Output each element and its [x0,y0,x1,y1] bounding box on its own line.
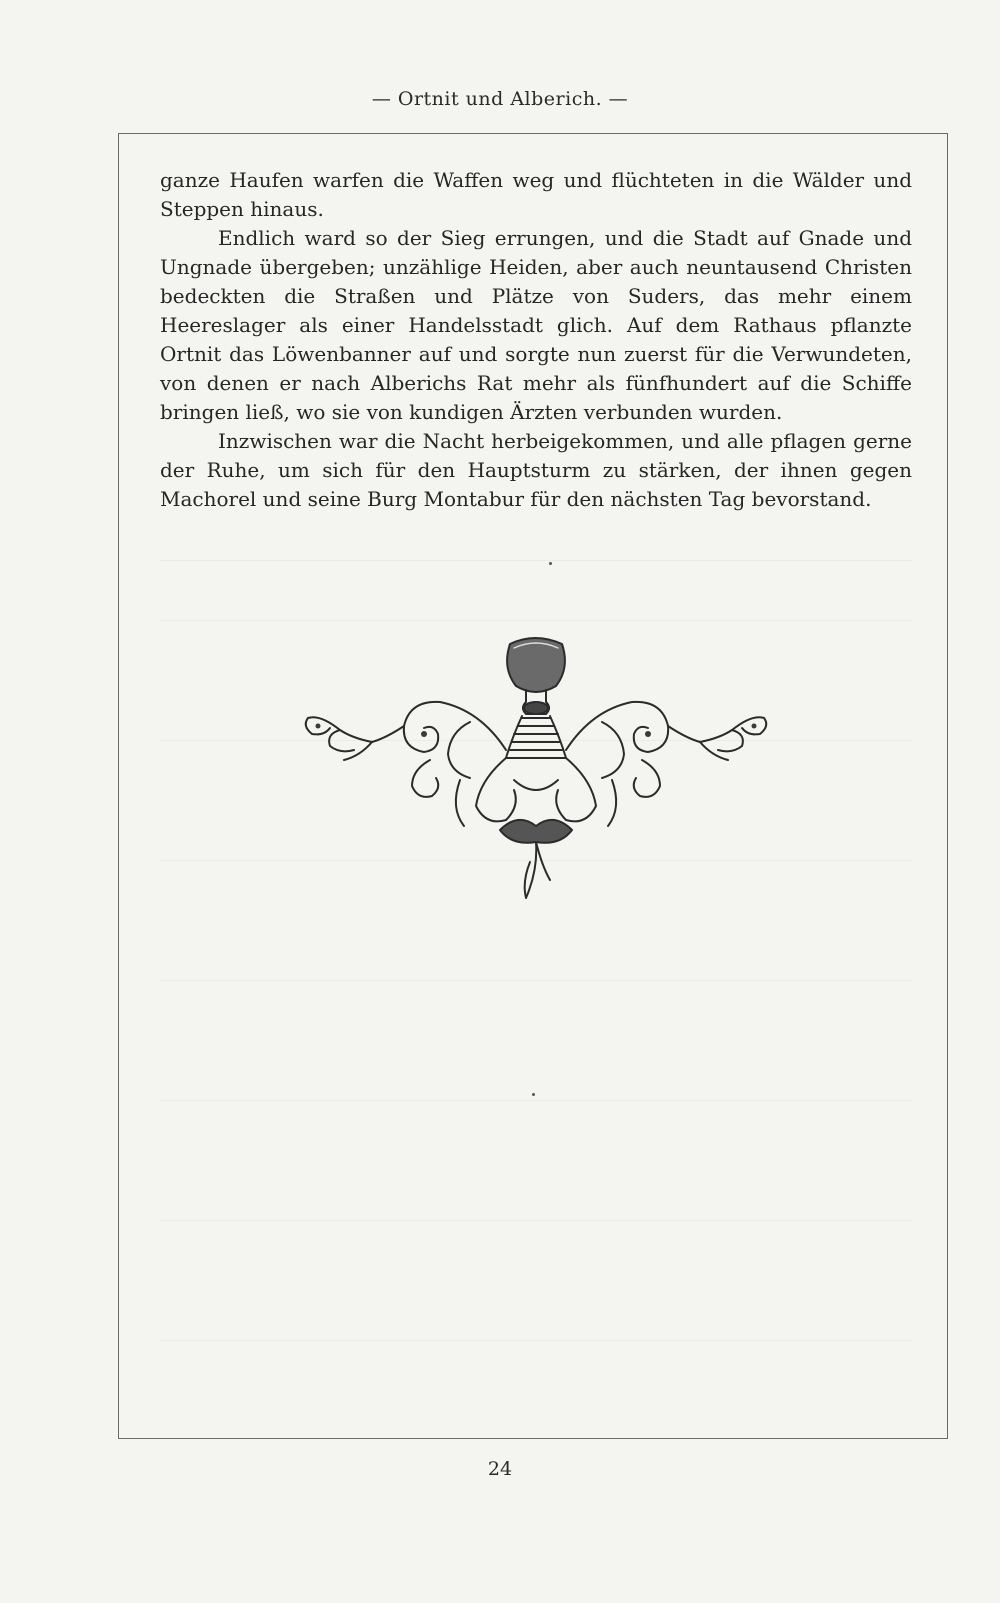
running-title: — Ortnit und Alberich. — [371,88,629,110]
bleed-through-line [160,1100,912,1101]
speck [549,562,552,565]
body-text [160,166,912,514]
bleed-through-line [160,620,912,621]
paragraph: Endlich ward so der Sieg errungen, und die Stadt auf Gnade und Ungnade übergeben; unzählige Heiden, aber auch neuntausend Christen bedeckten die Straßen und Plätze von Suders, das mehr einem Heereslager als einer Handelsstadt glich. Auf dem Rathaus pflanzte Ortnit das Löwenbanner auf und sorgte nun zuerst für die Verwundeten, von denen er nach Alberichs Rat mehr als fünfhundert auf die Schiffe bringen ließ, wo sie von kundigen Ärzten verbunden wurden. [160,226,912,424]
bleed-through-line [160,980,912,981]
paragraph: Inzwischen war die Nacht herbeigekommen, und alle pflagen gerne der Ruhe, um sich für den Hauptsturm zu stärken, der ihnen gegen Machorel und seine Burg Montabur für den nächsten Tag bevorstand. [160,429,912,511]
speck [532,1093,535,1096]
bleed-through-line [160,1220,912,1221]
paragraph: ganze Haufen warfen die Waffen weg und flüchteten in die Wälder und Steppen hinaus. [160,168,912,221]
goblet-acanthus-vignette-icon [300,630,770,910]
page-number: 24 [487,1458,513,1480]
bleed-through-line [160,560,912,561]
bleed-through-line [160,1340,912,1341]
